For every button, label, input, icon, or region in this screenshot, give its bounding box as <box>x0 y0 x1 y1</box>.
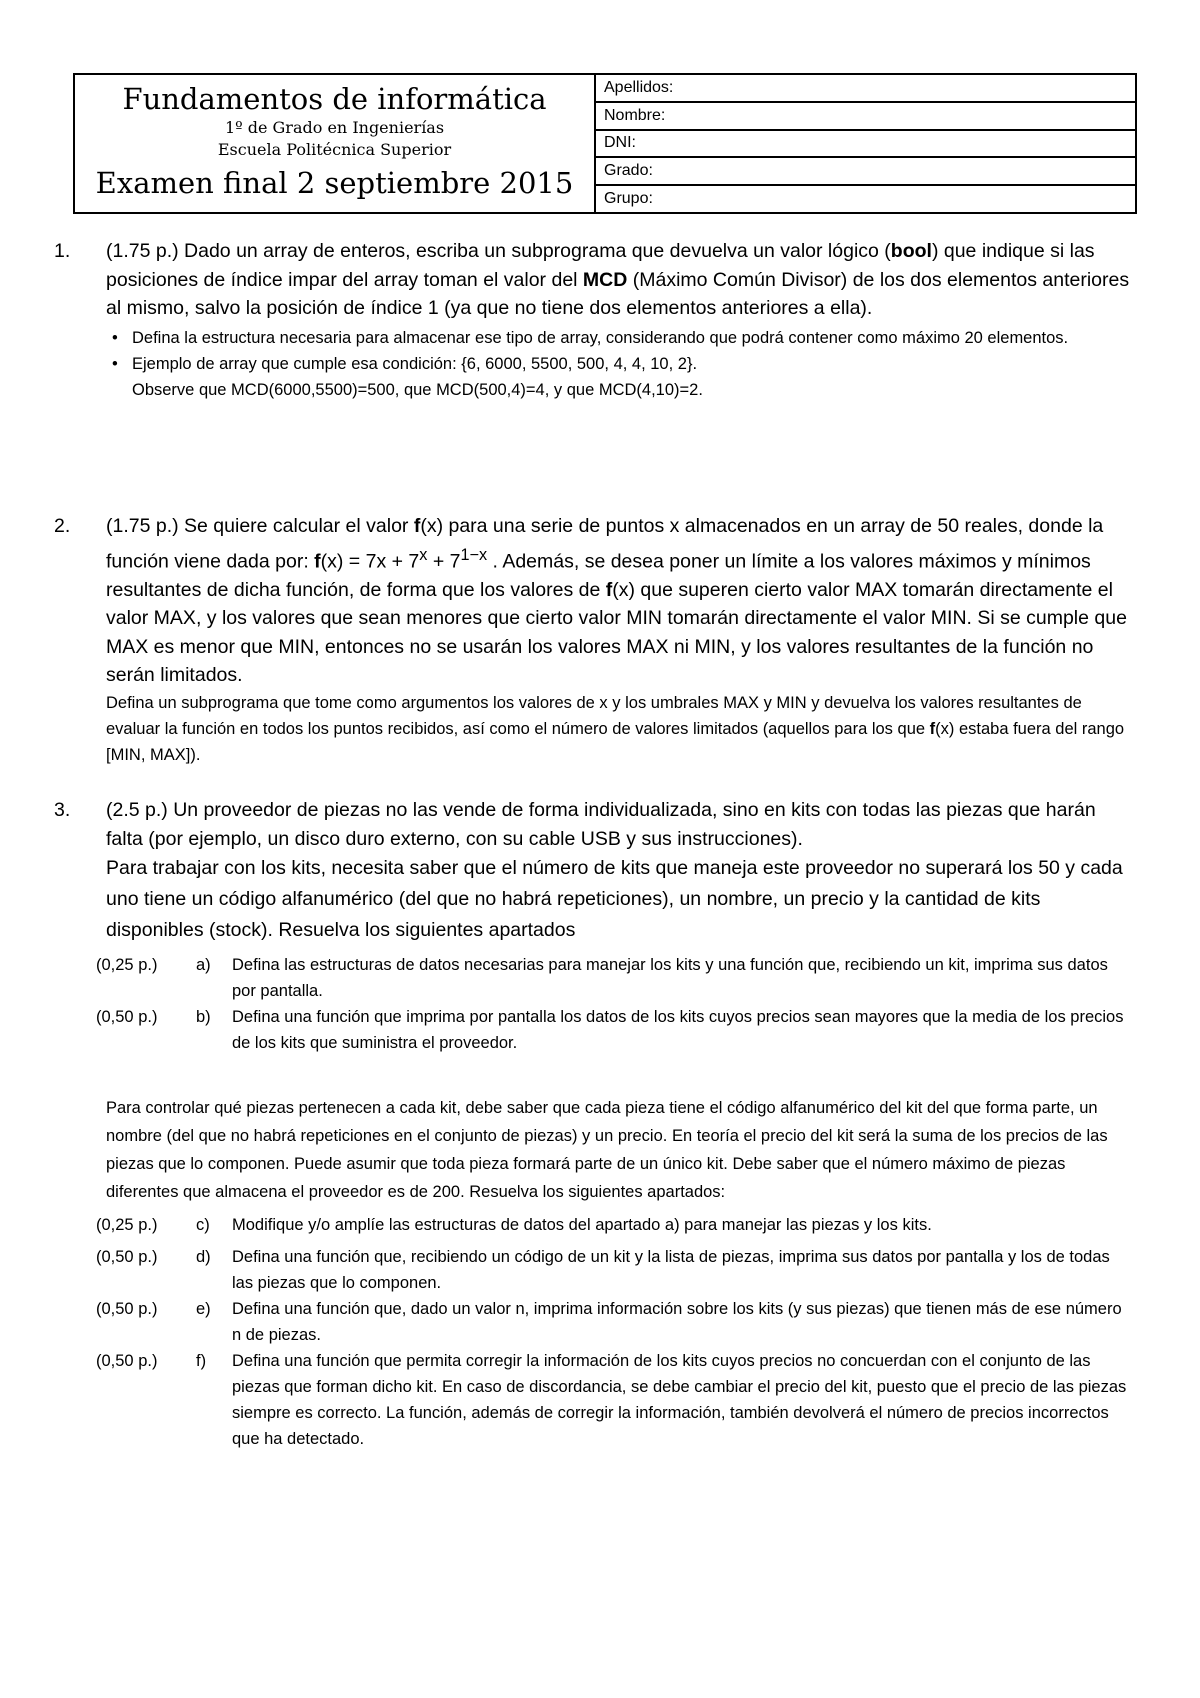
q1-text-b: ) que indique si las posiciones de índice impar del array toman el valor del <box>106 240 1095 291</box>
q1-text-c: (Máximo Común Divisor) de los dos elementos anteriores al mismo, salvo la posición de índice 1 (ya que no tiene dos elementos anteriores a ella). <box>106 268 1130 319</box>
field-apellidos: Apellidos: <box>596 75 1135 103</box>
q3-subitems-1 <box>80 952 1130 1056</box>
q2-exp-1: x <box>419 545 428 564</box>
q2-text-d: (x) que superen cierto valor MAX tomarán directamente el valor MAX, y los valores que sean menores que cierto valor MIN tomarán directamente el valor MIN. Si se cumple que MAX es menor que MIN, entonces no se usarán los valores MAX ni MIN, y los valores resultantes de la función no serán limitados. <box>106 578 1127 686</box>
item-text: Modifique y/o amplíe las estructuras de datos del apartado a) para manejar las piezas y los kits. <box>232 1216 932 1234</box>
item-points: (0,25 p.) <box>96 956 158 974</box>
list-item <box>80 1296 1130 1348</box>
school-label: Escuela Politécnica Superior <box>217 140 452 159</box>
item-letter: f) <box>196 1352 207 1370</box>
q2-text-b: (x) para una serie de puntos x almacenados en un array de 50 reales, donde la función viene dada por: <box>106 515 1104 572</box>
student-info-block <box>596 75 1135 212</box>
course-title: Fundamentos de informática <box>122 82 547 116</box>
item-text: Defina una función que imprima por pantalla los datos de los kits cuyos precios sean mayores que la media de los precios de los kits que suministra el proveedor. <box>232 1008 1124 1052</box>
q1-example: Ejemplo de array que cumple esa condición: {6, 6000, 5500, 500, 4, 4, 10, 2}. <box>132 354 698 373</box>
item-letter: e) <box>196 1300 211 1318</box>
q3-subitems-2 <box>80 1212 1130 1452</box>
field-nombre: Nombre: <box>596 103 1135 131</box>
q2-f: f <box>314 550 321 572</box>
exam-header <box>73 73 1137 214</box>
q1-bool: bool <box>890 240 932 262</box>
q1-example-note: Observe que MCD(6000,5500)=500, que MCD(500,4)=4, y que MCD(4,10)=2. <box>132 380 703 399</box>
q2-formula-a: (x) = 7x + 7 <box>320 550 420 572</box>
q2-task-b: (x) estaba fuera del rango [MIN, MAX]). <box>106 719 1125 764</box>
item-points: (0,50 p.) <box>96 1248 158 1266</box>
list-item <box>80 351 1130 403</box>
q2-f: f <box>929 719 936 738</box>
item-text: Defina una función que, recibiendo un código de un kit y la lista de piezas, imprima sus datos por pantalla y los de todas las piezas que lo componen. <box>232 1248 1110 1292</box>
list-item: • Defina la estructura necesaria para almacenar ese tipo de array, considerando que podrá contener como máximo 20 elementos. <box>80 325 1130 351</box>
list-item <box>80 1212 1130 1238</box>
q2-text-a: (1.75 p.) Se quiere calcular el valor <box>106 515 414 537</box>
list-item <box>80 1004 1130 1056</box>
item-points: (0,25 p.) <box>96 1216 158 1234</box>
exam-title: Examen final 2 septiembre 2015 <box>95 166 574 200</box>
list-item <box>80 1348 1130 1452</box>
degree-label: 1º de Grado en Ingenierías <box>224 118 445 137</box>
question-1-bullets <box>80 325 1130 403</box>
q3-paragraph-2: Para controlar qué piezas pertenecen a cada kit, debe saber que cada pieza tiene el código alfanumérico del kit del que forma parte, un nombre (del que no habrá repeticiones en el conjunto de piezas) y un precio. En teoría el precio del kit será la suma de los precios de las piezas que lo componen. Puede asumir que toda pieza formará parte de un único kit. Debe saber que el número máximo de piezas diferentes que almacena el proveedor es de 200. Resuelva los siguientes apartados: <box>106 1099 1108 1201</box>
q2-task-a: Defina un subprograma que tome como argumentos los valores de x y los umbrales MAX y MIN y devuelva los valores resultantes de evaluar la función en todos los puntos recibidos, así como el número de valores limitados (aquellos para los que <box>106 693 1082 738</box>
q1-mcd: MCD <box>582 268 628 291</box>
field-grado: Grado: <box>596 158 1135 186</box>
q3-intro-2: Para trabajar con los kits, necesita saber que el número de kits que maneja este proveedor no superará los 50 y cada uno tiene un código alfanumérico (del que no habrá repeticiones), un nombre, un precio y la cantidad de kits disponibles (stock). Resuelva los siguientes apartados <box>106 857 1123 941</box>
item-letter: a) <box>196 956 211 974</box>
question-1 <box>54 237 1130 403</box>
q2-f: f <box>605 578 613 601</box>
list-item <box>80 952 1130 1004</box>
list-item <box>80 1244 1130 1296</box>
item-text: Defina una función que permita corregir la información de los kits cuyos precios no concuerdan con el conjunto de las piezas que forman dicho kit. En caso de discordancia, se debe cambiar el precio del kit, puesto que el precio de las piezas siempre es correcto. La función, además de corregir la información, también devolverá el número de precios incorrectos que ha detectado. <box>232 1352 1127 1448</box>
item-text: Defina una función que, dado un valor n, imprima información sobre los kits (y sus piezas) que tienen más de ese número n de piezas. <box>232 1300 1122 1344</box>
q2-f: f <box>413 515 421 537</box>
question-2-task <box>80 690 1130 768</box>
question-2 <box>54 512 1130 768</box>
q2-formula-b: + 7 <box>427 550 461 572</box>
item-points: (0,50 p.) <box>96 1008 158 1026</box>
question-3-intro <box>54 796 1130 853</box>
question-number: 1. <box>54 240 71 262</box>
question-2-statement <box>54 512 1130 690</box>
q2-text-c: . Además, se desea poner un límite a los valores máximos y mínimos resultantes de dicha función, de forma que los valores de <box>106 550 1091 601</box>
item-points: (0,50 p.) <box>96 1300 158 1318</box>
item-letter: d) <box>196 1248 211 1266</box>
field-dni: DNI: <box>596 131 1135 159</box>
question-3 <box>54 796 1130 1452</box>
item-points: (0,50 p.) <box>96 1352 158 1370</box>
exam-title-block <box>75 75 596 212</box>
field-grupo: Grupo: <box>604 190 653 208</box>
item-text: Defina las estructuras de datos necesarias para manejar los kits y una función que, recibiendo un kit, imprima sus datos por pantalla. <box>232 956 1108 1000</box>
question-number: 3. <box>54 799 71 821</box>
question-number: 2. <box>54 515 71 537</box>
item-letter: c) <box>196 1216 210 1234</box>
q1-text-a: (1.75 p.) Dado un array de enteros, escriba un subprograma que devuelva un valor lógico ( <box>106 240 891 262</box>
q2-exp-2: 1−x <box>460 545 488 564</box>
item-letter: b) <box>196 1008 211 1026</box>
q3-intro-1: (2.5 p.) Un proveedor de piezas no las vende de forma individualizada, sino en kits con todas las piezas que harán falta (por ejemplo, un disco duro externo, con su cable USB y sus instrucciones). <box>106 799 1096 850</box>
question-1-statement <box>54 237 1130 323</box>
